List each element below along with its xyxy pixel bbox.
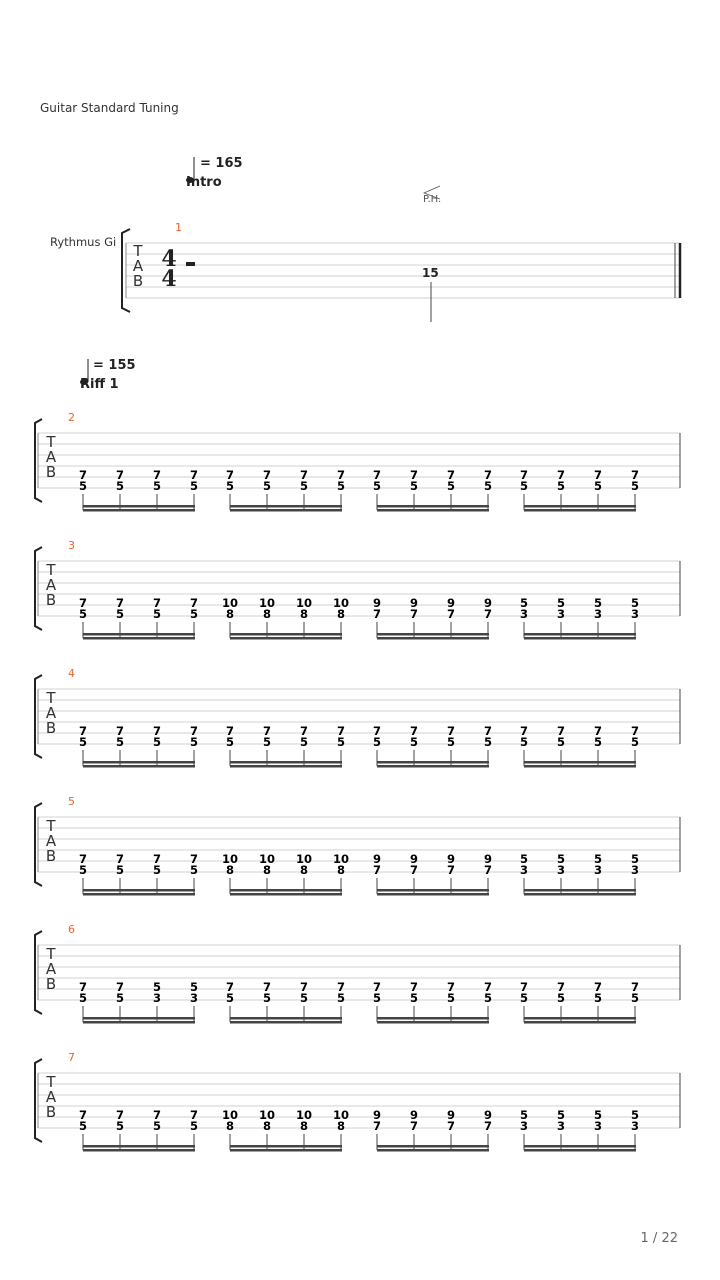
fret-number: 10 [221,852,239,866]
fret-number: 5 [115,607,125,621]
fret-number: 7 [152,468,162,482]
fret-number: 10 [221,596,239,610]
fret-number: 5 [593,991,603,1005]
fret-number: 7 [483,724,493,738]
fret-number: 7 [556,468,566,482]
fret-number: 10 [221,1108,239,1122]
fret-number: 8 [262,863,272,877]
tab-clef-letter: T [46,689,56,707]
beam [524,1021,636,1024]
fret-number: 10 [332,1108,350,1122]
fret-number: 7 [262,980,272,994]
fret-number: 5 [593,1108,603,1122]
fret-number: 5 [630,479,640,493]
beam [83,893,195,896]
fret-number: 3 [556,607,566,621]
fret-number: 8 [336,607,346,621]
fret-number: 7 [225,724,235,738]
beam [524,1149,636,1152]
fret-number: 7 [152,1108,162,1122]
fret-number: 7 [78,852,88,866]
fret-number: 7 [152,852,162,866]
beam [83,505,195,508]
fret-number: 7 [630,468,640,482]
fret-number: 7 [519,468,529,482]
fret-number: 5 [189,1119,199,1133]
fret-number: 5 [152,1119,162,1133]
fret-number: 9 [483,852,493,866]
intro-fret: 15 [422,266,439,280]
bar-number-1: 1 [175,221,182,234]
fret-number: 7 [115,468,125,482]
fret-number: 5 [262,991,272,1005]
tuning-label: Guitar Standard Tuning [40,101,179,115]
bar-number: 3 [68,539,75,552]
fret-number: 8 [225,1119,235,1133]
fret-number: 7 [78,980,88,994]
fret-number: 3 [556,863,566,877]
fret-number: 7 [483,468,493,482]
fret-number: 8 [299,607,309,621]
track-name: Rythmus Gi [50,235,117,249]
beam [524,893,636,896]
tab-clef-letter: A [45,832,57,850]
fret-number: 7 [409,607,419,621]
fret-number: 5 [152,980,162,994]
fret-number: 5 [225,479,235,493]
fret-number: 7 [446,1119,456,1133]
fret-number: 7 [336,724,346,738]
fret-number: 5 [299,479,309,493]
tab-clef-letter: A [45,448,57,466]
fret-number: 7 [446,724,456,738]
fret-number: 7 [336,468,346,482]
fret-number: 7 [483,1119,493,1133]
intro-tempo: = 165 [200,156,243,171]
beam [83,1021,195,1024]
fret-number: 5 [519,596,529,610]
beam [524,889,636,892]
tab-clef-letter: B [45,463,57,481]
fret-number: 8 [262,607,272,621]
page-number: 1 / 22 [640,1231,678,1246]
fret-number: 8 [299,1119,309,1133]
fret-number: 5 [519,479,529,493]
fret-number: 3 [630,607,640,621]
fret-number: 7 [556,724,566,738]
fret-number: 7 [372,980,382,994]
fret-number: 7 [446,863,456,877]
fret-number: 5 [262,479,272,493]
fret-number: 7 [189,468,199,482]
fret-number: 7 [593,724,603,738]
fret-number: 5 [556,1108,566,1122]
beam [377,765,489,768]
tab-clef-letter: T [46,561,56,579]
intro-section-label: Intro [186,175,222,190]
beam [377,761,489,764]
fret-number: 3 [630,1119,640,1133]
fret-number: 8 [262,1119,272,1133]
tab-system-7 [35,1051,680,1152]
beam [377,633,489,636]
fret-number: 7 [519,980,529,994]
fret-number: 10 [295,1108,313,1122]
fret-number: 5 [78,735,88,749]
fret-number: 3 [593,1119,603,1133]
fret-number: 5 [630,596,640,610]
beam [83,637,195,640]
beam [230,509,342,512]
fret-number: 5 [78,607,88,621]
beam [83,761,195,764]
fret-number: 7 [630,724,640,738]
fret-number: 5 [519,852,529,866]
tab-clef-letter: A [45,576,57,594]
fret-number: 7 [115,980,125,994]
fret-number: 5 [372,735,382,749]
fret-number: 8 [336,863,346,877]
fret-number: 5 [556,479,566,493]
fret-number: 5 [483,479,493,493]
fret-number: 8 [299,863,309,877]
fret-number: 5 [336,735,346,749]
fret-number: 7 [483,607,493,621]
fret-number: 7 [152,596,162,610]
fret-number: 7 [262,468,272,482]
bar-number: 6 [68,923,75,936]
fret-number: 7 [372,468,382,482]
fret-number: 7 [189,724,199,738]
fret-number: 3 [593,863,603,877]
time-signature: 4 4 [161,246,177,292]
fret-number: 5 [519,991,529,1005]
bar-number: 4 [68,667,75,680]
fret-number: 7 [78,468,88,482]
fret-number: 7 [519,724,529,738]
fret-number: 7 [446,980,456,994]
beam [230,893,342,896]
fret-number: 5 [556,852,566,866]
fret-number: 5 [115,479,125,493]
tab-system-4 [35,667,680,768]
beam [377,889,489,892]
fret-number: 7 [372,724,382,738]
fret-number: 7 [446,468,456,482]
riff-section-label: Riff 1 [80,377,119,392]
bar-number: 5 [68,795,75,808]
fret-number: 3 [593,607,603,621]
fret-number: 5 [189,863,199,877]
tab-clef-letter: A [45,704,57,722]
fret-number: 5 [78,1119,88,1133]
beam [377,1149,489,1152]
fret-number: 7 [189,1108,199,1122]
fret-number: 5 [519,735,529,749]
fret-number: 5 [409,479,419,493]
fret-number: 9 [409,852,419,866]
fret-number: 5 [593,479,603,493]
fret-number: 7 [372,1119,382,1133]
fret-number: 10 [332,852,350,866]
fret-number: 8 [336,1119,346,1133]
fret-number: 7 [78,596,88,610]
fret-number: 7 [446,607,456,621]
fret-number: 5 [299,735,309,749]
beam [83,889,195,892]
fret-number: 3 [519,863,529,877]
beam [230,765,342,768]
fret-number: 5 [372,479,382,493]
beam [377,1145,489,1148]
tab-system-5 [35,795,680,896]
fret-number: 3 [519,607,529,621]
fret-number: 9 [483,596,493,610]
fret-number: 5 [78,991,88,1005]
fret-number: 7 [299,724,309,738]
fret-number: 7 [225,980,235,994]
tab-clef-letter: T [46,1073,56,1091]
fret-number: 7 [409,1119,419,1133]
fret-number: 3 [152,991,162,1005]
beam [524,1017,636,1020]
fret-number: 7 [189,852,199,866]
fret-number: 7 [299,468,309,482]
tab-clef-letter: A [45,1088,57,1106]
fret-number: 3 [189,991,199,1005]
tab-clef-letter: A [45,960,57,978]
fret-number: 10 [295,852,313,866]
fret-number: 5 [115,991,125,1005]
bar-number: 7 [68,1051,75,1064]
beam [230,761,342,764]
fret-number: 5 [189,980,199,994]
fret-number: 5 [409,991,419,1005]
tab-clef-letter: B [45,591,57,609]
fret-number: 7 [115,852,125,866]
fret-number: 5 [483,735,493,749]
fret-number: 5 [152,863,162,877]
fret-number: 5 [152,735,162,749]
beam [524,761,636,764]
tab-clef-letter: T [46,433,56,451]
fret-number: 5 [446,991,456,1005]
beam [377,1017,489,1020]
fret-number: 8 [225,863,235,877]
fret-number: 7 [225,468,235,482]
fret-number: 5 [225,735,235,749]
fret-number: 5 [78,479,88,493]
fret-number: 5 [115,863,125,877]
fret-number: 7 [483,980,493,994]
fret-number: 7 [409,980,419,994]
fret-number: 7 [372,607,382,621]
fret-number: 5 [446,479,456,493]
fret-number: 7 [152,724,162,738]
fret-number: 3 [630,863,640,877]
fret-number: 5 [115,735,125,749]
tab-clef-letter: B [45,719,57,737]
fret-number: 3 [556,1119,566,1133]
fret-number: 7 [593,468,603,482]
fret-number: 7 [299,980,309,994]
beam [230,1017,342,1020]
beam [230,1145,342,1148]
fret-number: 7 [483,863,493,877]
beam [524,633,636,636]
beam [377,509,489,512]
tab-clef-letter: T [46,817,56,835]
fret-number: 9 [483,1108,493,1122]
fret-number: 7 [78,1108,88,1122]
beam [524,1145,636,1148]
fret-number: 8 [225,607,235,621]
fret-number: 5 [372,991,382,1005]
fret-number: 3 [519,1119,529,1133]
beam [377,637,489,640]
beam [230,1149,342,1152]
tab-system-3 [35,539,680,640]
beam [230,637,342,640]
fret-number: 7 [409,863,419,877]
fret-number: 9 [446,852,456,866]
fret-number: 5 [630,991,640,1005]
fret-number: 7 [372,863,382,877]
fret-number: 5 [299,991,309,1005]
fret-number: 5 [483,991,493,1005]
fret-number: 5 [78,863,88,877]
fret-number: 7 [630,980,640,994]
fret-number: 5 [115,1119,125,1133]
fret-number: 5 [336,479,346,493]
technique-label: P.H. [423,194,442,205]
fret-number: 10 [295,596,313,610]
fret-number: 5 [189,479,199,493]
fret-number: 5 [225,991,235,1005]
fret-number: 9 [446,1108,456,1122]
fret-number: 9 [372,852,382,866]
fret-number: 5 [630,852,640,866]
fret-number: 9 [372,596,382,610]
tab-clef-letter: B [45,1103,57,1121]
fret-number: 10 [258,1108,276,1122]
fret-number: 10 [258,596,276,610]
beam [83,633,195,636]
beam [524,637,636,640]
beam [377,1021,489,1024]
beam [83,1149,195,1152]
beam [230,505,342,508]
fret-number: 7 [556,980,566,994]
fret-number: 5 [556,991,566,1005]
fret-number: 7 [409,724,419,738]
fret-number: 5 [593,596,603,610]
fret-number: 5 [189,735,199,749]
fret-number: 10 [258,852,276,866]
beam [83,509,195,512]
beam [230,633,342,636]
fret-number: 7 [336,980,346,994]
fret-number: 7 [189,596,199,610]
fret-number: 5 [189,607,199,621]
fret-number: 7 [409,468,419,482]
beam [230,1021,342,1024]
beam [377,505,489,508]
fret-number: 7 [115,596,125,610]
fret-number: 5 [593,852,603,866]
fret-number: 5 [446,735,456,749]
bar-number: 2 [68,411,75,424]
fret-number: 7 [115,724,125,738]
fret-number: 7 [115,1108,125,1122]
tab-system-6 [35,923,680,1024]
fret-number: 5 [336,991,346,1005]
fret-number: 5 [556,596,566,610]
fret-number: 9 [409,596,419,610]
beam [230,889,342,892]
fret-number: 7 [78,724,88,738]
fret-number: 5 [556,735,566,749]
fret-number: 5 [630,735,640,749]
fret-number: 5 [519,1108,529,1122]
fret-number: 7 [593,980,603,994]
tab-clef-letter: B [45,847,57,865]
fret-number: 5 [262,735,272,749]
fret-number: 10 [332,596,350,610]
beam [524,505,636,508]
fret-number: 9 [446,596,456,610]
beam [377,893,489,896]
fret-number: 5 [152,479,162,493]
fret-number: 5 [152,607,162,621]
tab-system-2 [35,411,680,512]
tab-clef-letter: B [45,975,57,993]
fret-number: 5 [593,735,603,749]
beam [83,1145,195,1148]
fret-number: 9 [372,1108,382,1122]
beam [83,765,195,768]
riff-tempo: = 155 [93,358,136,373]
fret-number: 9 [409,1108,419,1122]
beam [524,765,636,768]
tab-clef-letter: T [46,945,56,963]
fret-number: 5 [409,735,419,749]
fret-number: 7 [262,724,272,738]
beam [83,1017,195,1020]
fret-number: 5 [630,1108,640,1122]
intro-tab-clef: T A B [132,242,144,290]
beam [524,509,636,512]
